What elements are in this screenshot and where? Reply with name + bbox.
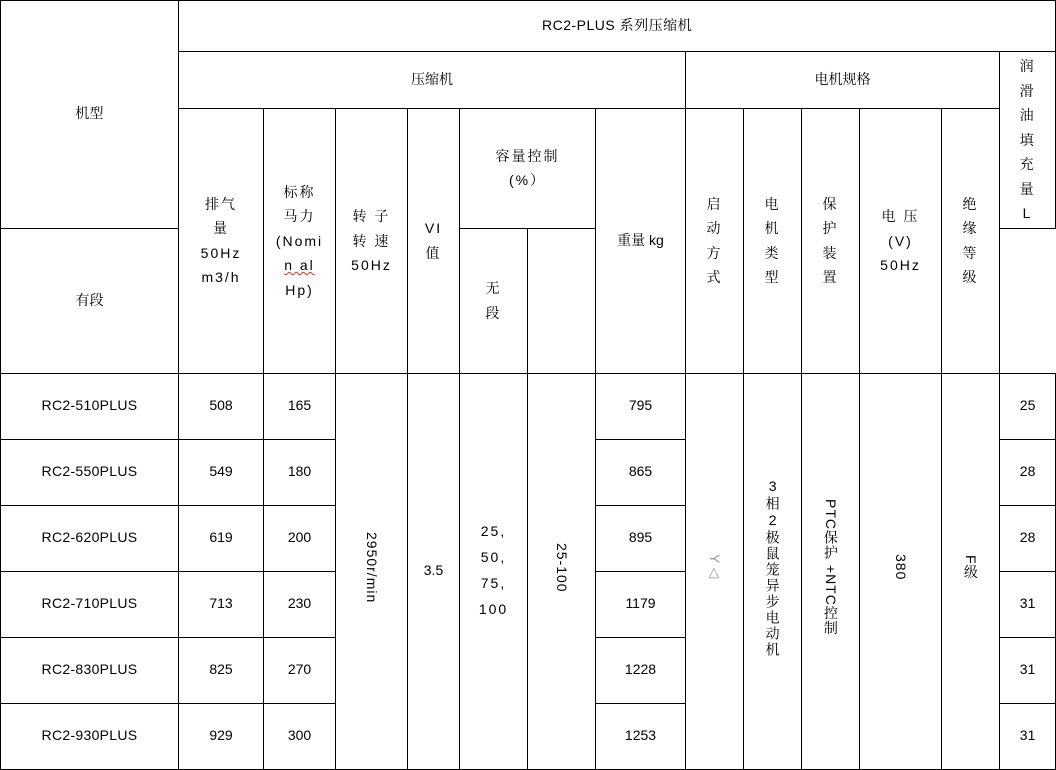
cell-weight: 1179 bbox=[596, 571, 686, 637]
cell-weight: 1228 bbox=[596, 637, 686, 703]
header-rotor-speed: 转 子 转 速 50Hz bbox=[336, 109, 408, 374]
header-motor-type: 电 机 类 型 bbox=[744, 109, 802, 374]
header-vi: VI 值 bbox=[408, 109, 460, 374]
header-capacity-control: 容量控制 (%） bbox=[460, 109, 596, 229]
cell-protection: PTC保护 +NTC控制 bbox=[802, 373, 860, 769]
cell-oil: 31 bbox=[1000, 703, 1056, 769]
table-title: RC2-PLUS 系列压缩机 bbox=[179, 1, 1056, 52]
header-insulation: 绝 缘 等 级 bbox=[942, 109, 1000, 374]
header-voltage: 电 压 (V) 50Hz bbox=[860, 109, 942, 374]
cell-oil: 28 bbox=[1000, 439, 1056, 505]
header-model: 机型 bbox=[1, 1, 179, 229]
cell-hp: 230 bbox=[264, 571, 336, 637]
cell-model: RC2-620PLUS bbox=[1, 505, 179, 571]
cell-weight: 865 bbox=[596, 439, 686, 505]
cell-displacement: 825 bbox=[179, 637, 264, 703]
header-compressor-group: 压缩机 bbox=[179, 52, 686, 109]
cell-model: RC2-710PLUS bbox=[1, 571, 179, 637]
cell-oil: 31 bbox=[1000, 571, 1056, 637]
cell-stepless: 25-100 bbox=[528, 373, 596, 769]
header-oil-charge: 润 滑 油 填 充 量 L bbox=[1000, 52, 1056, 229]
cell-model: RC2-510PLUS bbox=[1, 373, 179, 439]
table-row bbox=[1, 373, 1056, 439]
cell-hp: 300 bbox=[264, 703, 336, 769]
header-start-method: 启 动 方 式 bbox=[686, 109, 744, 374]
cell-model: RC2-550PLUS bbox=[1, 439, 179, 505]
cell-displacement: 929 bbox=[179, 703, 264, 769]
cell-displacement: 508 bbox=[179, 373, 264, 439]
title-row bbox=[1, 1, 1056, 52]
cell-weight: 895 bbox=[596, 505, 686, 571]
cell-oil: 31 bbox=[1000, 637, 1056, 703]
cell-insulation: F级 bbox=[942, 373, 1000, 769]
cell-hp: 165 bbox=[264, 373, 336, 439]
cell-stepped: 25, 50, 75, 100 bbox=[460, 373, 528, 769]
cell-displacement: 713 bbox=[179, 571, 264, 637]
header-displacement: 排气 量 50Hz m3/h bbox=[179, 109, 264, 374]
cell-hp: 270 bbox=[264, 637, 336, 703]
header-stepless: 无 段 bbox=[460, 228, 528, 373]
cell-displacement: 619 bbox=[179, 505, 264, 571]
cell-vi: 3.5 bbox=[408, 373, 460, 769]
header-protection: 保 护 装 置 bbox=[802, 109, 860, 374]
cell-weight: 1253 bbox=[596, 703, 686, 769]
cell-voltage: 380 bbox=[860, 373, 942, 769]
header-nominal-hp: 标称 马力 (Nomi n al Hp) bbox=[264, 109, 336, 374]
header-weight: 重量 kg bbox=[596, 109, 686, 374]
cell-motor-type: 3相2极鼠笼异步电动机 bbox=[744, 373, 802, 769]
cell-model: RC2-830PLUS bbox=[1, 637, 179, 703]
cell-rotor-speed: 2950r/min bbox=[336, 373, 408, 769]
cell-model: RC2-930PLUS bbox=[1, 703, 179, 769]
cell-oil: 25 bbox=[1000, 373, 1056, 439]
header-stepped: 有段 bbox=[1, 228, 179, 373]
cell-oil: 28 bbox=[1000, 505, 1056, 571]
cell-weight: 795 bbox=[596, 373, 686, 439]
cell-start-method: Y△ bbox=[686, 373, 744, 769]
cell-displacement: 549 bbox=[179, 439, 264, 505]
header-motor-group: 电机规格 bbox=[686, 52, 1000, 109]
cell-hp: 180 bbox=[264, 439, 336, 505]
cell-hp: 200 bbox=[264, 505, 336, 571]
